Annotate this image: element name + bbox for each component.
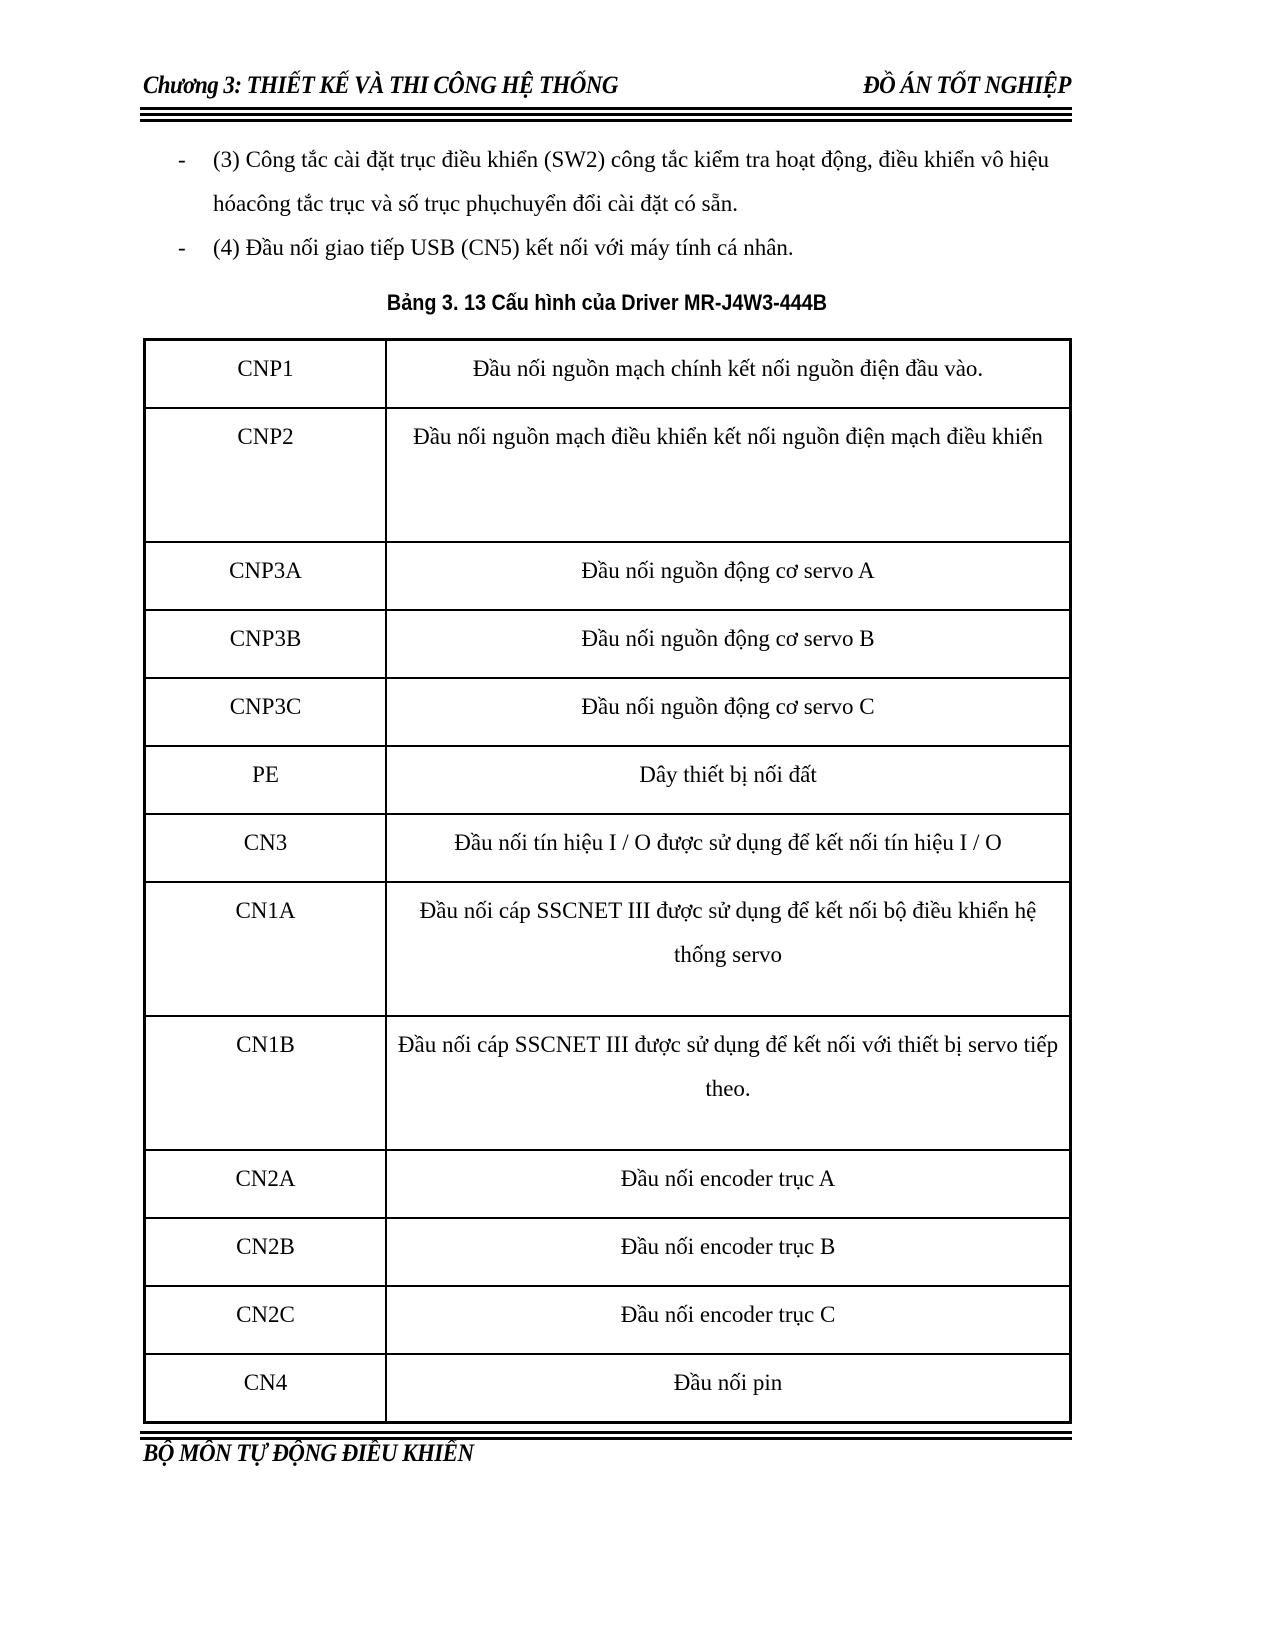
table-row [145,542,1071,610]
connector-description: Đầu nối nguồn động cơ servo B [386,610,1071,678]
connector-description: Đầu nối cáp SSCNET III được sử dụng để kết nối với thiết bị servo tiếp theo. [386,1016,1071,1150]
body-text [143,138,1071,270]
table-row [145,882,1071,1016]
connector-description: Đầu nối nguồn động cơ servo A [386,542,1071,610]
connector-description: Dây thiết bị nối đất [386,746,1071,814]
page-header [143,68,1071,106]
connector-description: Đầu nối nguồn mạch chính kết nối nguồn điện đầu vào. [386,340,1071,409]
connector-description: Đầu nối encoder trục A [386,1150,1071,1218]
table-row [145,610,1071,678]
chapter-title: Chương 3: THIẾT KẾ VÀ THI CÔNG HỆ THỐNG [143,72,618,99]
table-caption: Bảng 3. 13 Cấu hình của Driver MR-J4W3-444B [386,290,828,315]
table-row [145,678,1071,746]
table-row [145,1150,1071,1218]
connector-code: CN4 [145,1354,387,1423]
connector-code: CN2A [145,1150,387,1218]
table-row [145,814,1071,882]
connector-code: CNP2 [145,408,387,542]
bullet-item [143,226,1071,270]
connector-code: CNP3A [145,542,387,610]
driver-configuration-table [143,338,1072,1424]
connector-description: Đầu nối nguồn động cơ servo C [386,678,1071,746]
footer-department: BỘ MÔN TỰ ĐỘNG ĐIỀU KHIỂN [143,1440,474,1467]
connector-code: CN2B [145,1218,387,1286]
connector-code: CN1B [145,1016,387,1150]
connector-code: CNP3B [145,610,387,678]
connector-description: Đầu nối encoder trục B [386,1218,1071,1286]
connector-description: Đầu nối cáp SSCNET III được sử dụng để kết nối bộ điều khiển hệ thống servo [386,882,1071,1016]
bullet-text: (3) Công tắc cài đặt trục điều khiển (SW2) công tắc kiểm tra hoạt động, điều khiển vô hiệu hóacông tắc trục và số trục phụchuyển đổi cài đặt có sẵn. [213,147,1050,216]
table-row [145,746,1071,814]
connector-code: CNP1 [145,340,387,409]
connector-description: Đầu nối tín hiệu I / O được sử dụng để kết nối tín hiệu I / O [386,814,1071,882]
connector-code: CN3 [145,814,387,882]
table-row [145,1286,1071,1354]
table-row [145,1016,1071,1150]
connector-code: CNP3C [145,678,387,746]
bullet-item [143,138,1071,226]
table-row [145,340,1071,409]
bullet-text: (4) Đầu nối giao tiếp USB (CN5) kết nối với máy tính cá nhân. [213,235,794,260]
document-type: ĐỒ ÁN TỐT NGHIỆP [863,72,1071,99]
table-row [145,408,1071,542]
connector-code: CN1A [145,882,387,1016]
connector-description: Đầu nối nguồn mạch điều khiển kết nối nguồn điện mạch điều khiển [386,408,1071,542]
connector-code: CN2C [145,1286,387,1354]
table-row [145,1218,1071,1286]
table-row [145,1354,1071,1423]
connector-description: Đầu nối pin [386,1354,1071,1423]
connector-description: Đầu nối encoder trục C [386,1286,1071,1354]
bullet-marker: - [178,235,186,260]
connector-code: PE [145,746,387,814]
bullet-marker: - [178,147,186,172]
